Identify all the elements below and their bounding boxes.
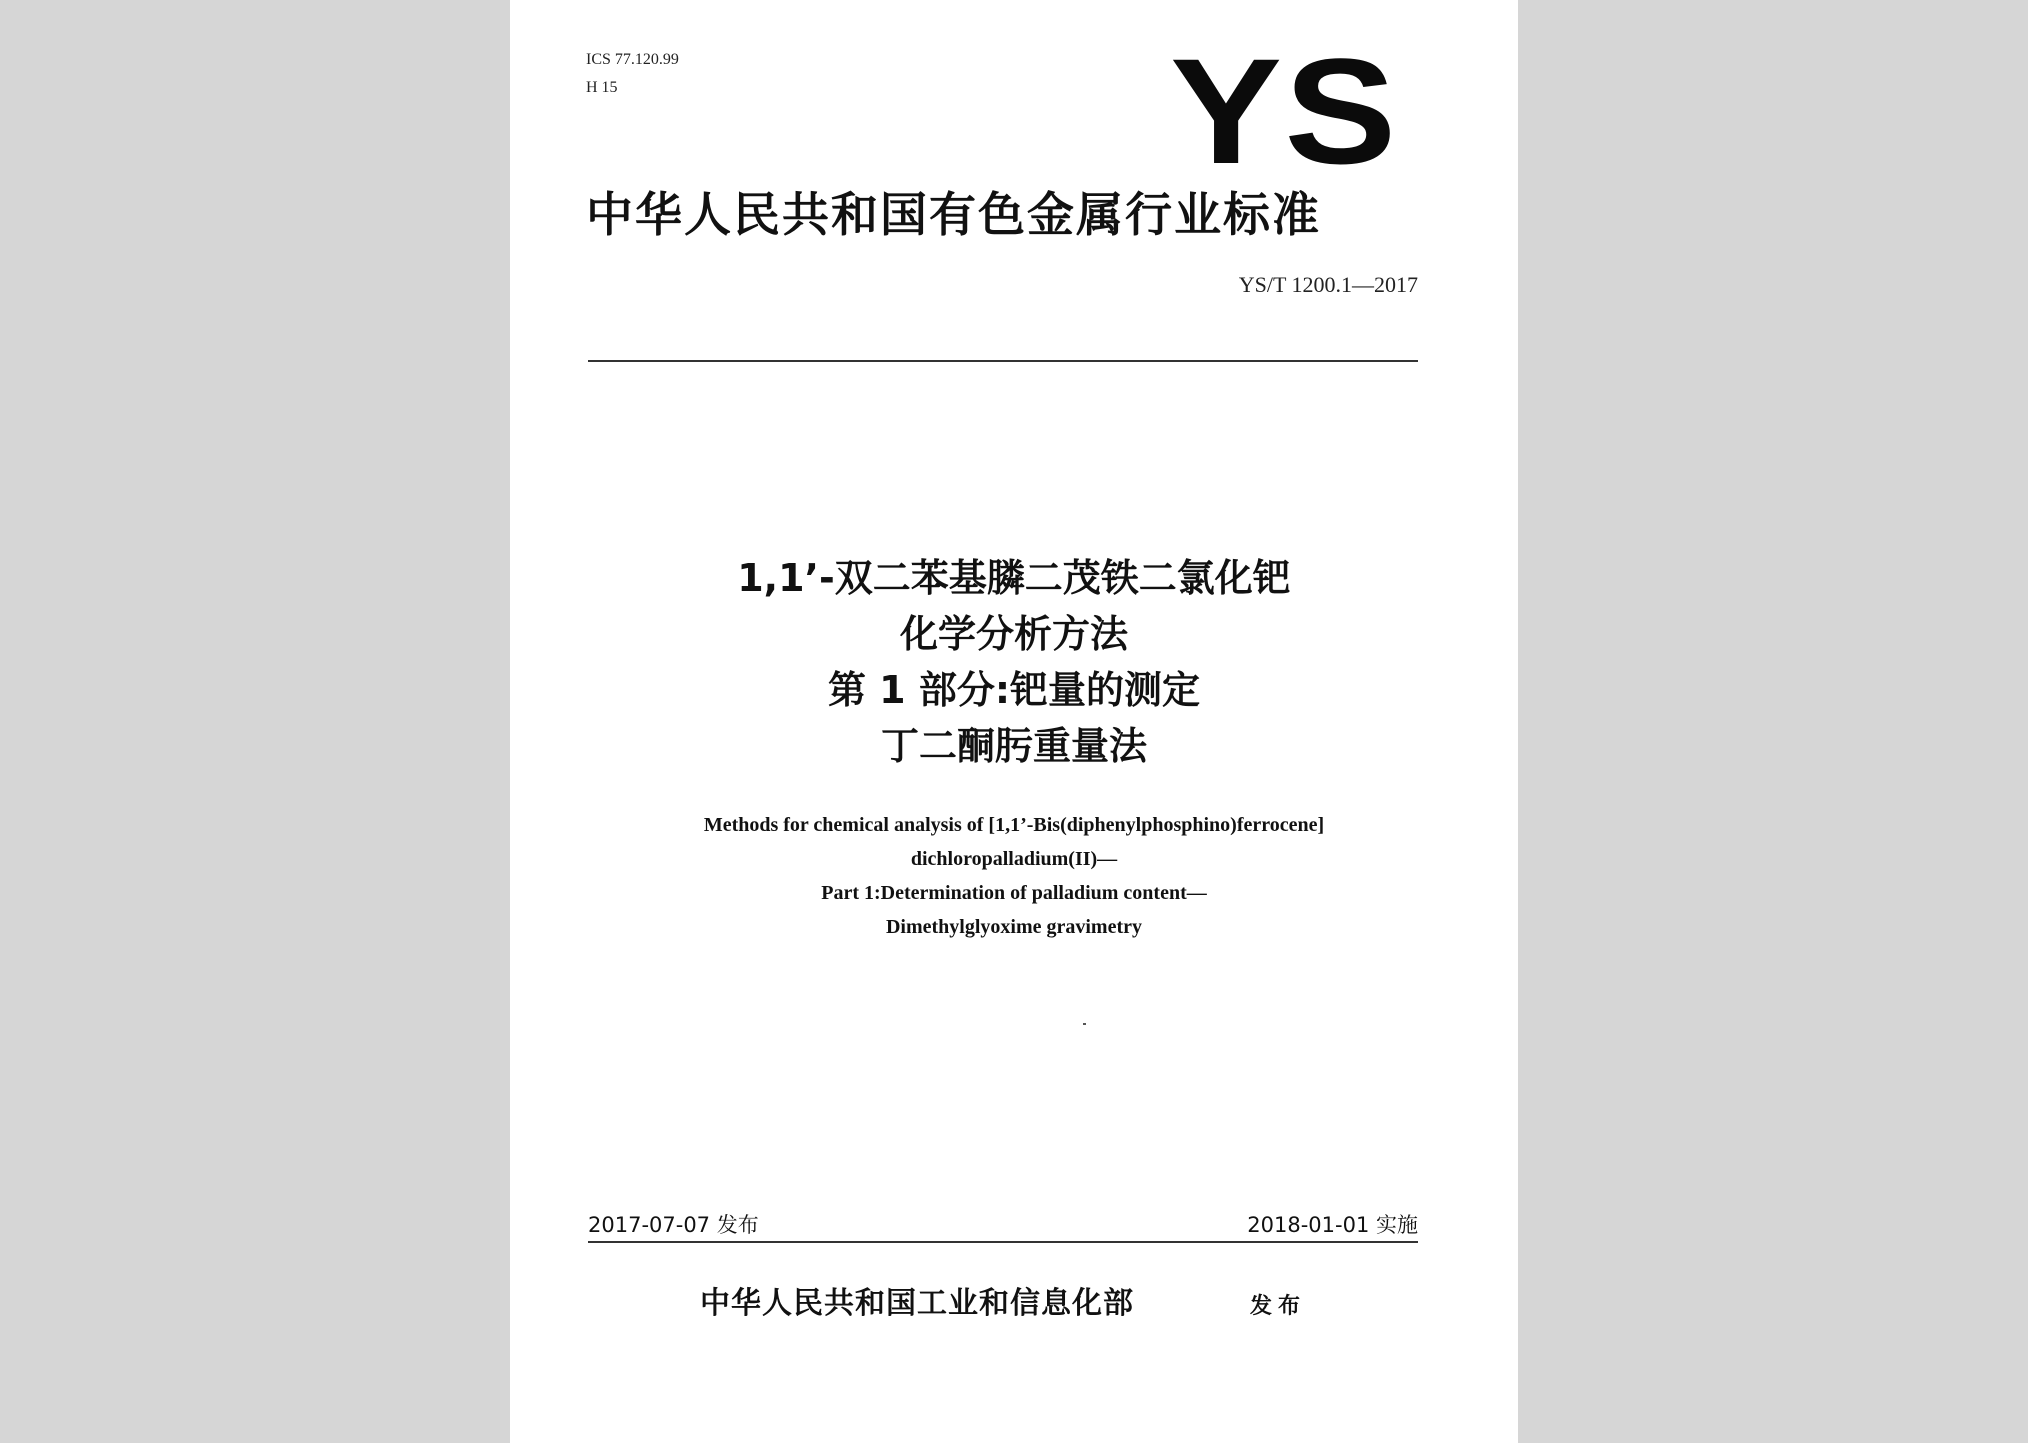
document-page xyxy=(510,0,1518,1443)
ys-logo: YS xyxy=(1170,27,1399,195)
organization-title: 中华人民共和国有色金属行业标准 xyxy=(586,188,1321,243)
classification-codes xyxy=(586,46,679,102)
standard-number: YS/T 1200.1—2017 xyxy=(1238,272,1418,297)
chinese-title-line: 1,1’-双二苯基膦二茂铁二氯化钯 xyxy=(737,556,1291,600)
chinese-title xyxy=(510,550,1518,774)
english-title xyxy=(510,808,1518,944)
ccs-code: H 15 xyxy=(586,79,618,96)
issuing-authority: 中华人民共和国工业和信息化部 xyxy=(700,1286,1134,1321)
english-title-line: Methods for chemical analysis of [1,1’-Bis(diphenylphosphino)ferrocene] xyxy=(703,814,1325,836)
issue-action: 发布 xyxy=(1250,1294,1307,1319)
implementation-date: 2018-01-01 实施 xyxy=(1247,1213,1418,1237)
english-title-line: Dimethylglyoxime gravimetry xyxy=(885,916,1143,938)
top-divider xyxy=(588,360,1418,362)
date-row xyxy=(588,1210,1418,1240)
bottom-divider xyxy=(588,1241,1418,1243)
chinese-title-line: 化学分析方法 xyxy=(899,612,1128,656)
english-title-line: Part 1:Determination of palladium content— xyxy=(821,882,1207,904)
chinese-title-line: 丁二酮肟重量法 xyxy=(880,724,1147,768)
scan-speck xyxy=(1083,1023,1086,1025)
chinese-title-line: 第 1 部分:钯量的测定 xyxy=(827,668,1201,712)
ics-code: ICS 77.120.99 xyxy=(586,51,679,68)
english-title-line: dichloropalladium(II)— xyxy=(910,848,1118,870)
issue-date: 2017-07-07 发布 xyxy=(588,1213,759,1237)
